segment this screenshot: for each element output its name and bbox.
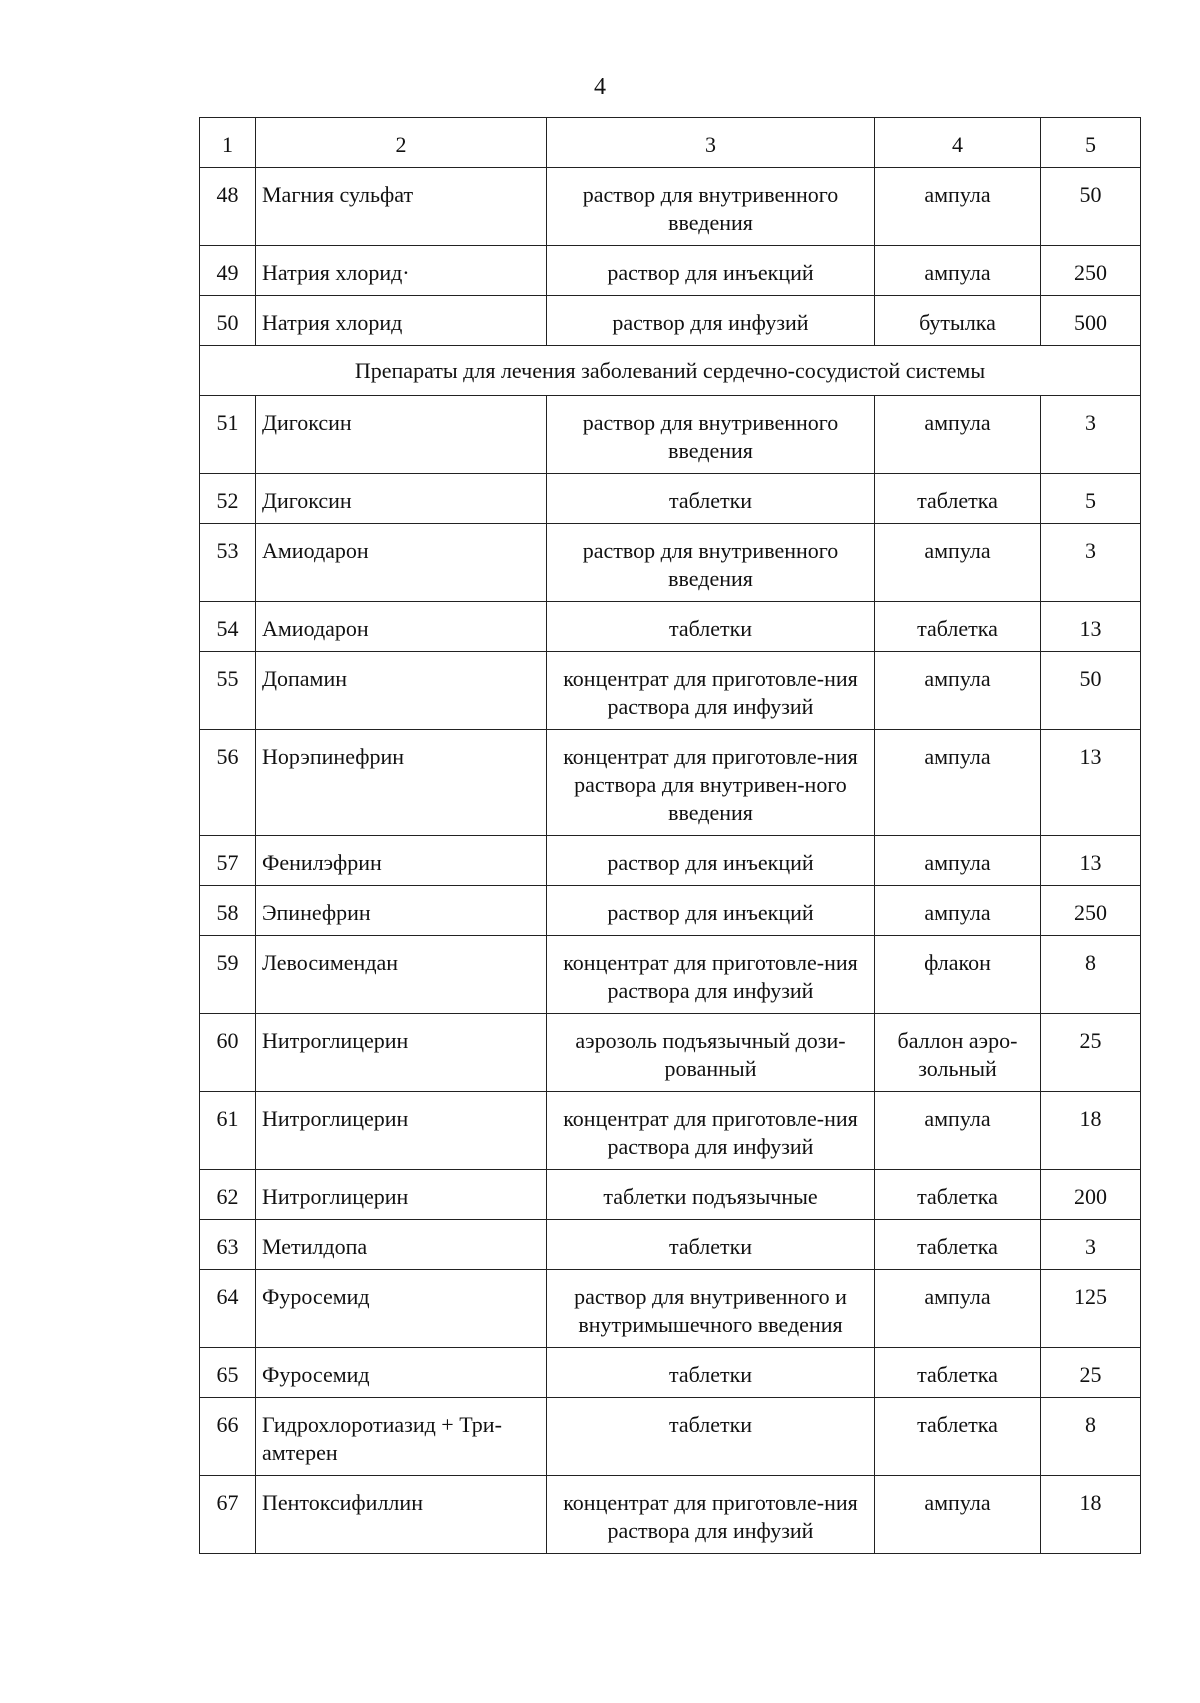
package-unit-cell: бутылка	[875, 296, 1041, 346]
table-row	[200, 474, 1141, 524]
drug-table	[199, 117, 1141, 1554]
drug-name-cell: Нитроглицерин	[256, 1170, 547, 1220]
drug-name-cell: Натрия хлорид·	[256, 246, 547, 296]
table-row	[200, 1092, 1141, 1170]
row-number-cell: 65	[200, 1348, 256, 1398]
table-row	[200, 296, 1141, 346]
drug-name-cell: Фуросемид	[256, 1348, 547, 1398]
dosage-form-cell: таблетки	[547, 1398, 875, 1476]
drug-name-cell: Нитроглицерин	[256, 1014, 547, 1092]
quantity-cell: 500	[1041, 296, 1141, 346]
table-row	[200, 652, 1141, 730]
package-unit-cell: ампула	[875, 1476, 1041, 1554]
quantity-cell: 200	[1041, 1170, 1141, 1220]
drug-name-cell: Допамин	[256, 652, 547, 730]
row-number-cell: 58	[200, 886, 256, 936]
dosage-form-cell: раствор для инфузий	[547, 296, 875, 346]
table-row	[200, 1348, 1141, 1398]
header-cell-4: 4	[875, 118, 1041, 168]
package-unit-cell: таблетка	[875, 1170, 1041, 1220]
package-unit-cell: ампула	[875, 168, 1041, 246]
quantity-cell: 13	[1041, 602, 1141, 652]
quantity-cell: 18	[1041, 1476, 1141, 1554]
package-unit-cell: ампула	[875, 836, 1041, 886]
page-number: 4	[594, 74, 606, 100]
dosage-form-cell: концентрат для приготовле-ния раствора для внутривен-ного введения	[547, 730, 875, 836]
table-row	[200, 524, 1141, 602]
drug-name-cell: Норэпинефрин	[256, 730, 547, 836]
table-header-row	[200, 118, 1141, 168]
quantity-cell: 250	[1041, 246, 1141, 296]
drug-name-cell: Амиодарон	[256, 524, 547, 602]
table-row	[200, 168, 1141, 246]
row-number-cell: 55	[200, 652, 256, 730]
row-number-cell: 54	[200, 602, 256, 652]
quantity-cell: 3	[1041, 524, 1141, 602]
package-unit-cell: баллон аэро-зольный	[875, 1014, 1041, 1092]
quantity-cell: 8	[1041, 1398, 1141, 1476]
quantity-cell: 3	[1041, 1220, 1141, 1270]
dosage-form-cell: раствор для внутривенного введения	[547, 168, 875, 246]
dosage-form-cell: концентрат для приготовле-ния раствора для инфузий	[547, 1092, 875, 1170]
package-unit-cell: таблетка	[875, 1220, 1041, 1270]
header-cell-1: 1	[200, 118, 256, 168]
dosage-form-cell: раствор для внутривенного и внутримышечного введения	[547, 1270, 875, 1348]
dosage-form-cell: таблетки	[547, 474, 875, 524]
table-row	[200, 396, 1141, 474]
table-row	[200, 730, 1141, 836]
table-row	[200, 1014, 1141, 1092]
quantity-cell: 5	[1041, 474, 1141, 524]
quantity-cell: 18	[1041, 1092, 1141, 1170]
quantity-cell: 50	[1041, 652, 1141, 730]
table-row	[200, 886, 1141, 936]
row-number-cell: 51	[200, 396, 256, 474]
package-unit-cell: таблетка	[875, 602, 1041, 652]
drug-name-cell: Эпинефрин	[256, 886, 547, 936]
row-number-cell: 61	[200, 1092, 256, 1170]
section-title: Препараты для лечения заболеваний сердечно-сосудистой системы	[200, 346, 1141, 396]
quantity-cell: 25	[1041, 1348, 1141, 1398]
dosage-form-cell: таблетки	[547, 602, 875, 652]
drug-name-cell: Дигоксин	[256, 474, 547, 524]
drug-name-cell: Нитроглицерин	[256, 1092, 547, 1170]
dosage-form-cell: раствор для инъекций	[547, 886, 875, 936]
package-unit-cell: ампула	[875, 246, 1041, 296]
table-row	[200, 836, 1141, 886]
table-row	[200, 1220, 1141, 1270]
row-number-cell: 56	[200, 730, 256, 836]
package-unit-cell: ампула	[875, 886, 1041, 936]
quantity-cell: 125	[1041, 1270, 1141, 1348]
package-unit-cell: флакон	[875, 936, 1041, 1014]
drug-name-cell: Левосимендан	[256, 936, 547, 1014]
quantity-cell: 8	[1041, 936, 1141, 1014]
dosage-form-cell: таблетки	[547, 1348, 875, 1398]
row-number-cell: 60	[200, 1014, 256, 1092]
dosage-form-cell: концентрат для приготовле-ния раствора для инфузий	[547, 652, 875, 730]
dosage-form-cell: раствор для инъекций	[547, 836, 875, 886]
package-unit-cell: ампула	[875, 652, 1041, 730]
drug-name-cell: Амиодарон	[256, 602, 547, 652]
quantity-cell: 50	[1041, 168, 1141, 246]
row-number-cell: 57	[200, 836, 256, 886]
dosage-form-cell: раствор для внутривенного введения	[547, 396, 875, 474]
quantity-cell: 13	[1041, 730, 1141, 836]
package-unit-cell: таблетка	[875, 1348, 1041, 1398]
dosage-form-cell: таблетки	[547, 1220, 875, 1270]
dosage-form-cell: раствор для инъекций	[547, 246, 875, 296]
row-number-cell: 49	[200, 246, 256, 296]
drug-name-cell: Пентоксифиллин	[256, 1476, 547, 1554]
row-number-cell: 67	[200, 1476, 256, 1554]
table-row	[200, 246, 1141, 296]
table-row	[200, 602, 1141, 652]
table-row	[200, 936, 1141, 1014]
header-cell-2: 2	[256, 118, 547, 168]
dosage-form-cell: концентрат для приготовле-ния раствора для инфузий	[547, 1476, 875, 1554]
package-unit-cell: ампула	[875, 730, 1041, 836]
section-row	[200, 346, 1141, 396]
package-unit-cell: ампула	[875, 1092, 1041, 1170]
dosage-form-cell: концентрат для приготовле-ния раствора для инфузий	[547, 936, 875, 1014]
table-row	[200, 1270, 1141, 1348]
row-number-cell: 52	[200, 474, 256, 524]
package-unit-cell: таблетка	[875, 474, 1041, 524]
package-unit-cell: таблетка	[875, 1398, 1041, 1476]
quantity-cell: 13	[1041, 836, 1141, 886]
header-cell-5: 5	[1041, 118, 1141, 168]
row-number-cell: 63	[200, 1220, 256, 1270]
row-number-cell: 53	[200, 524, 256, 602]
dosage-form-cell: аэрозоль подъязычный дози-рованный	[547, 1014, 875, 1092]
drug-name-cell: Гидрохлоротиазид + Три-амтерен	[256, 1398, 547, 1476]
drug-name-cell: Дигоксин	[256, 396, 547, 474]
drug-name-cell: Магния сульфат	[256, 168, 547, 246]
row-number-cell: 66	[200, 1398, 256, 1476]
row-number-cell: 62	[200, 1170, 256, 1220]
quantity-cell: 250	[1041, 886, 1141, 936]
dosage-form-cell: раствор для внутривенного введения	[547, 524, 875, 602]
table-row	[200, 1476, 1141, 1554]
row-number-cell: 50	[200, 296, 256, 346]
package-unit-cell: ампула	[875, 1270, 1041, 1348]
quantity-cell: 3	[1041, 396, 1141, 474]
header-cell-3: 3	[547, 118, 875, 168]
drug-table-body	[200, 118, 1141, 1554]
drug-name-cell: Фенилэфрин	[256, 836, 547, 886]
package-unit-cell: ампула	[875, 524, 1041, 602]
row-number-cell: 48	[200, 168, 256, 246]
dosage-form-cell: таблетки подъязычные	[547, 1170, 875, 1220]
package-unit-cell: ампула	[875, 396, 1041, 474]
table-row	[200, 1170, 1141, 1220]
table-row	[200, 1398, 1141, 1476]
row-number-cell: 59	[200, 936, 256, 1014]
drug-name-cell: Фуросемид	[256, 1270, 547, 1348]
row-number-cell: 64	[200, 1270, 256, 1348]
quantity-cell: 25	[1041, 1014, 1141, 1092]
drug-name-cell: Метилдопа	[256, 1220, 547, 1270]
drug-name-cell: Натрия хлорид	[256, 296, 547, 346]
